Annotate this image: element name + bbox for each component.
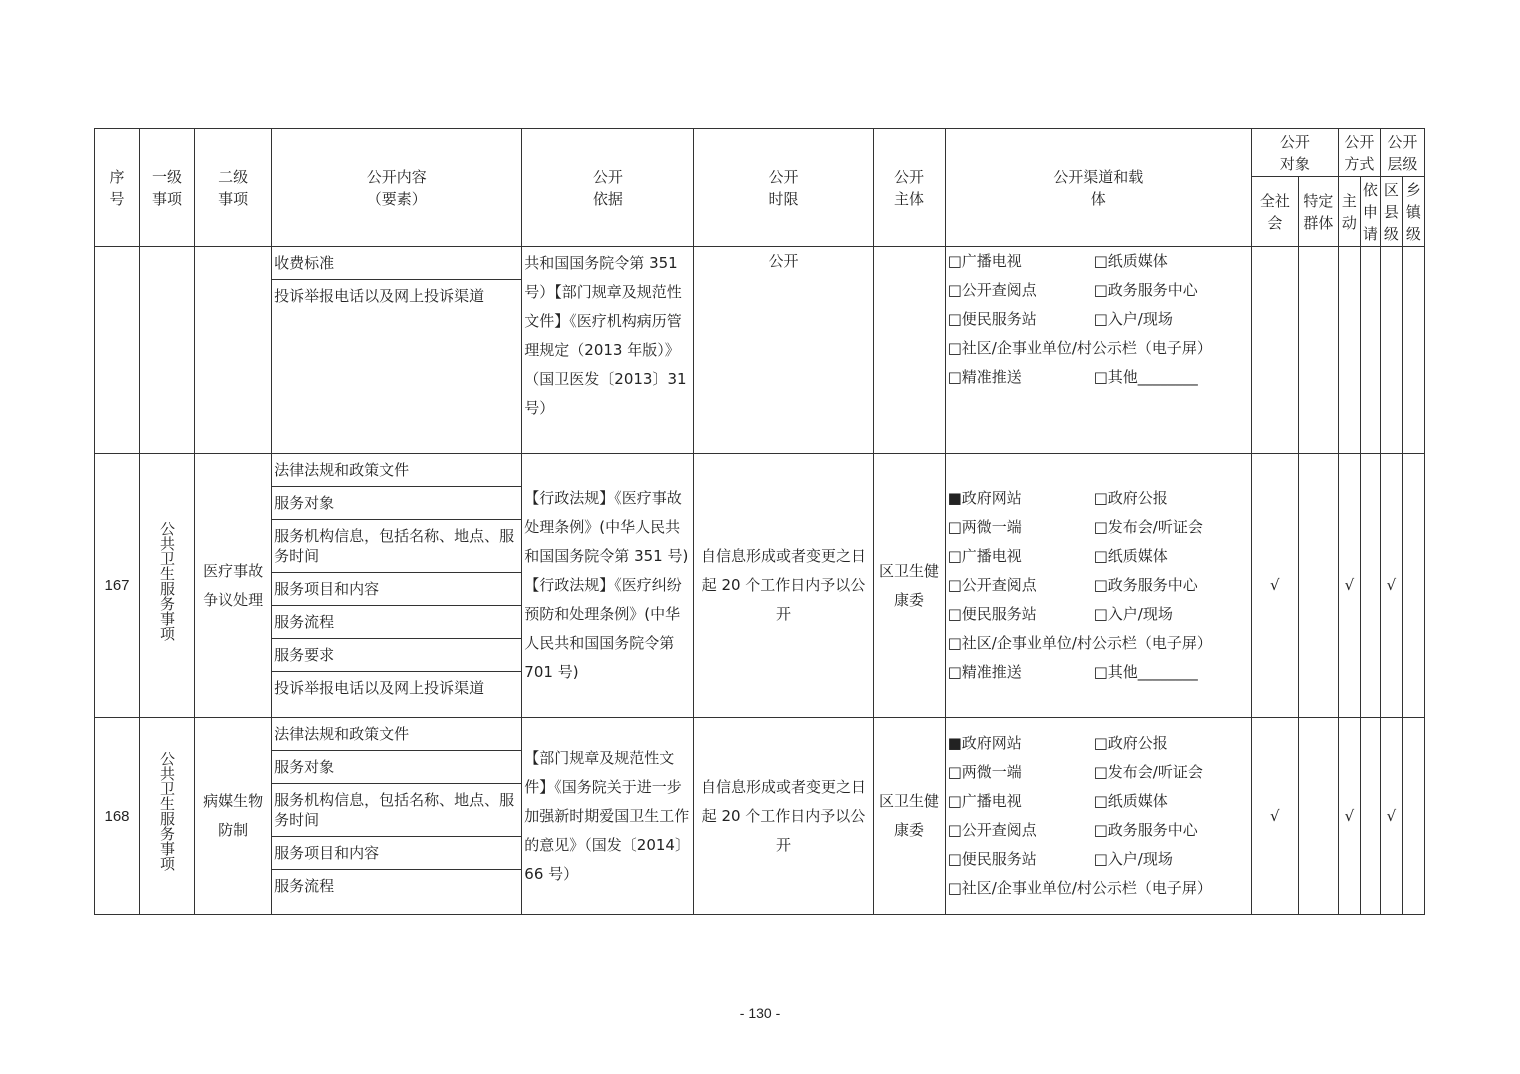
table-row: [95, 454, 1425, 718]
table-row: [95, 718, 1425, 915]
check-specific: [1298, 247, 1338, 454]
header-target: 公开对象: [1251, 129, 1338, 177]
check-all: [1251, 247, 1298, 454]
channel-option: □发布会/听证会: [1093, 518, 1203, 536]
channel-option: □两微一端: [947, 763, 1022, 781]
channel-option: ■政府网站: [947, 734, 1022, 752]
channel-option: □入户/现场: [1093, 850, 1173, 868]
page-number: - 130 -: [739, 1005, 781, 1021]
channel-cell: [945, 454, 1251, 718]
basis-value: 共和国国务院令第 351 号）【部门规章及规范性文件】《医疗机构病历管理规定（2013 年版）》（国卫医发〔2013〕31 号）: [524, 254, 687, 417]
channel-option: □精准推送: [947, 663, 1022, 681]
header-level2: 二级事项: [195, 129, 272, 247]
basis-cell: [522, 247, 694, 454]
channel-row: [948, 658, 1249, 687]
check-town: [1402, 454, 1424, 718]
timelimit-value: 自信息形成或者变更之日起 20 个工作日内予以公开: [700, 547, 866, 623]
header-mode-active: 主动: [1338, 177, 1360, 247]
check-mark: √: [1270, 576, 1280, 594]
content-item: 投诉举报电话以及网上投诉渠道: [274, 287, 485, 305]
check-active: [1338, 454, 1360, 718]
header-target-all: 全社会: [1251, 177, 1298, 247]
channel-row: [948, 484, 1249, 513]
channel-row: [948, 874, 1249, 903]
channel-option: □纸质媒体: [1093, 792, 1168, 810]
subject-value: 区卫生健康委: [879, 792, 940, 839]
content-cell: [272, 718, 522, 915]
seq-cell: [95, 718, 140, 915]
check-apply: [1360, 718, 1380, 915]
header-mode: 公开方式: [1338, 129, 1380, 177]
channel-option: □精准推送: [947, 368, 1022, 386]
timelimit-cell: [694, 454, 873, 718]
timelimit-cell: [694, 718, 873, 915]
level2-value: 病媒生物防制: [203, 792, 264, 839]
check-district: [1380, 454, 1402, 718]
content-item: 服务流程: [272, 606, 521, 639]
channel-option: □政府公报: [1093, 734, 1168, 752]
content-item: 收费标准: [272, 247, 521, 280]
basis-value: 【部门规章及规范性文件】《国务院关于进一步加强新时期爱国卫生工作的意见》（国发〔2014〕66 号）: [524, 748, 690, 883]
seq-cell: [95, 247, 140, 454]
content-item: 服务项目和内容: [272, 573, 521, 606]
channel-cell: [945, 247, 1251, 454]
disclosure-table: [94, 128, 1425, 915]
channel-option: □政务服务中心: [1093, 821, 1198, 839]
check-town: [1402, 718, 1424, 915]
check-district: [1380, 718, 1402, 915]
channel-option: □社区/企事业单位/村公示栏（电子屏）: [947, 879, 1212, 897]
check-apply: [1360, 454, 1380, 718]
content-item: 投诉举报电话以及网上投诉渠道: [274, 679, 485, 697]
channel-option: □公开查阅点: [947, 576, 1037, 594]
table-body: [95, 247, 1425, 915]
header-seq: 序号: [95, 129, 140, 247]
channel-option: □政府公报: [1093, 489, 1168, 507]
channel-row: [948, 276, 1249, 305]
channel-option: □其他________: [1093, 663, 1198, 681]
channel-row: [948, 845, 1249, 874]
content-cell: [272, 454, 522, 718]
level1-cell: [140, 247, 195, 454]
check-active: [1338, 718, 1360, 915]
content-item: 服务机构信息，包括名称、地点、服务时间: [272, 520, 521, 573]
seq-value: 168: [104, 807, 130, 825]
content-item: 服务机构信息，包括名称、地点、服务时间: [272, 784, 521, 837]
check-apply: [1360, 247, 1380, 454]
header-mode-apply: 依申请: [1360, 177, 1380, 247]
content-item: 服务流程: [274, 877, 335, 895]
channel-row: [948, 816, 1249, 845]
check-all: [1251, 718, 1298, 915]
content-items: [272, 718, 521, 902]
header-basis: 公开依据: [522, 129, 694, 247]
header-level-town: 乡镇级: [1402, 177, 1424, 247]
channel-option: ■政府网站: [947, 489, 1022, 507]
channel-option: □纸质媒体: [1093, 547, 1168, 565]
channel-cell: [945, 718, 1251, 915]
channel-row: [948, 363, 1249, 392]
header-subject: 公开主体: [873, 129, 945, 247]
channel-option: □政务服务中心: [1093, 281, 1198, 299]
check-mark: √: [1344, 576, 1355, 594]
level2-cell: [195, 454, 272, 718]
subject-cell: [873, 718, 945, 915]
channel-option: □其他________: [1093, 368, 1198, 386]
channel-option: □便民服务站: [947, 310, 1037, 328]
channel-option: □发布会/听证会: [1093, 763, 1203, 781]
channel-option: □公开查阅点: [947, 821, 1037, 839]
channel-row: [948, 513, 1249, 542]
basis-cell: [522, 718, 694, 915]
header-level-district: 区县级: [1380, 177, 1402, 247]
channel-row: [948, 305, 1249, 334]
channel-option: □广播电视: [947, 547, 1022, 565]
check-mark: √: [1270, 806, 1280, 825]
channel-row: [948, 787, 1249, 816]
channel-option: □两微一端: [947, 518, 1022, 536]
content-item: 法律法规和政策文件: [272, 718, 521, 751]
channel-row: [948, 334, 1249, 363]
header-channel: 公开渠道和载体: [945, 129, 1251, 247]
content-items: [272, 454, 521, 704]
channel-option: □入户/现场: [1093, 605, 1173, 623]
check-district: [1380, 247, 1402, 454]
level1-cell: [140, 454, 195, 718]
check-mark: √: [1344, 806, 1355, 825]
check-all: [1251, 454, 1298, 718]
header-level1: 一级事项: [140, 129, 195, 247]
check-active: [1338, 247, 1360, 454]
check-specific: [1298, 718, 1338, 915]
timelimit-cell: [694, 247, 873, 454]
channel-option: □入户/现场: [1093, 310, 1173, 328]
table-row: [95, 247, 1425, 454]
channel-row: [948, 729, 1249, 758]
channel-row: [948, 758, 1249, 787]
channel-option: □政务服务中心: [1093, 576, 1198, 594]
channel-option: □社区/企事业单位/村公示栏（电子屏）: [947, 339, 1212, 357]
check-town: [1402, 247, 1424, 454]
subject-value: 区卫生健康委: [879, 561, 940, 609]
channel-row: [948, 600, 1249, 629]
channel-option: □社区/企事业单位/村公示栏（电子屏）: [947, 634, 1212, 652]
subject-cell: [873, 454, 945, 718]
basis-value: 【行政法规】《医疗事故处理条例》(中华人民共和国国务院令第 351 号)【行政法规】《医疗纠纷预防和处理条例》(中华人民共和国国务院令第 701 号): [524, 489, 689, 681]
channel-option: □便民服务站: [947, 850, 1037, 868]
level1-cell: [140, 718, 195, 915]
check-mark: √: [1386, 806, 1397, 825]
channel-option: □广播电视: [947, 252, 1022, 270]
content-item: 服务对象: [272, 751, 521, 784]
header-content: 公开内容 （要素）: [272, 129, 522, 247]
channel-option: □公开查阅点: [947, 281, 1037, 299]
subject-cell: [873, 247, 945, 454]
check-mark: √: [1386, 576, 1397, 594]
channel-row: [948, 571, 1249, 600]
header-timelimit: 公开时限: [694, 129, 873, 247]
basis-cell: [522, 454, 694, 718]
seq-value: 167: [104, 577, 130, 594]
content-cell: [272, 247, 522, 454]
level2-cell: [195, 247, 272, 454]
channel-row: [948, 542, 1249, 571]
check-specific: [1298, 454, 1338, 718]
channel-option: □广播电视: [947, 792, 1022, 810]
content-item: 服务项目和内容: [272, 837, 521, 870]
content-item: 服务要求: [272, 639, 521, 672]
channel-row: [948, 247, 1249, 276]
seq-cell: [95, 454, 140, 718]
content-item: 法律法规和政策文件: [272, 454, 521, 487]
channel-row: [948, 629, 1249, 658]
channel-option: □便民服务站: [947, 605, 1037, 623]
content-item: 服务对象: [272, 487, 521, 520]
level2-cell: [195, 718, 272, 915]
timelimit-value: 公开: [768, 252, 799, 270]
header-target-specific: 特定群体: [1298, 177, 1338, 247]
level2-value: 医疗事故争议处理: [203, 561, 264, 609]
timelimit-value: 自信息形成或者变更之日起 20 个工作日内予以公开: [700, 777, 866, 854]
channel-option: □纸质媒体: [1093, 252, 1168, 270]
content-items: [272, 247, 521, 312]
level1-value: 公共卫生服务事项: [158, 520, 177, 641]
level1-value: 公共卫生服务事项: [158, 751, 177, 871]
header-level: 公开层级: [1380, 129, 1424, 177]
